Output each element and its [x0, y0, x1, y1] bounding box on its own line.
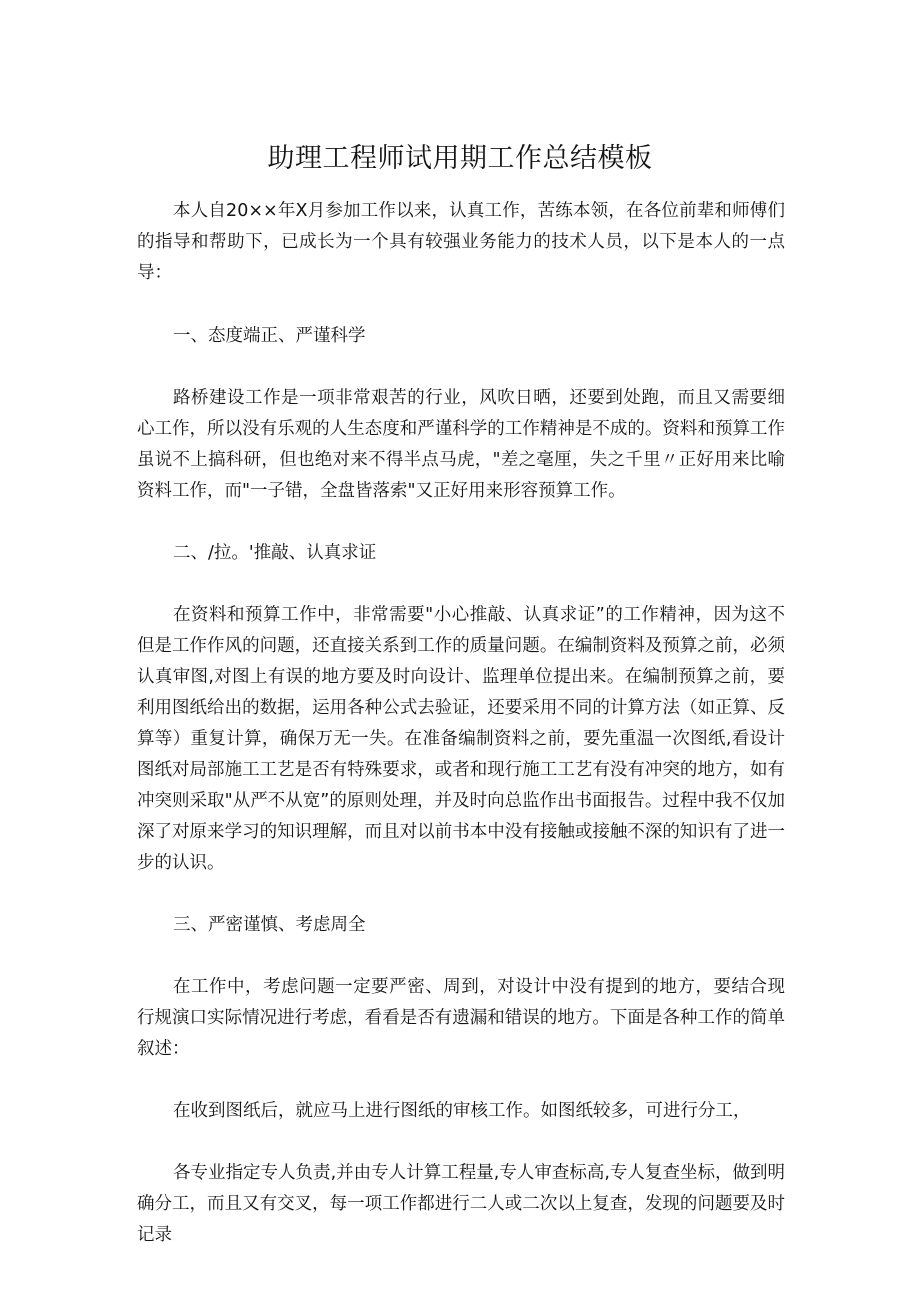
paragraph-section-2: 在资料和预算工作中，非常需要"小心推敲、认真求证”的工作精神，因为这不但是工作作风的问题，还直接关系到工作的质量问题。在编制资料及预算之前，必须认真审图,对图上有误的地方要及时向设计、监理单位提出来。在编制预算之前，要利用图纸给出的数据，运用各种公式去验证，还要采用不同的计算方法（如正算、反算等）重复计算，确保万无一失。在准备编制资料之前，要先重温一次图纸,看设计图纸对局部施工工艺是否有特殊要求，或者和现行施工工艺有没有冲突的地方，如有冲突则采取"从严不从宽”的原则处理，并及时向总监作出书面报告。过程中我不仅加深了对原来学习的知识理解，而且对以前书本中没有接触或接触不深的知识有了进一步的认识。: [137, 605, 785, 873]
paragraph-division-of-work: 各专业指定专人负责,并由专人计算工程量,专人审查标高,专人复查坐标，做到明确分工，而且又有交叉，每一项工作都进行二人或二次以上复查，发现的问题要及时记录: [137, 1163, 785, 1245]
paragraph-drawings-review: 在收到图纸后，就应马上进行图纸的审核工作。如图纸较多，可进行分工，: [173, 1101, 751, 1121]
paragraph-section-1: 路桥建设工作是一项非常艰苦的行业，风吹日晒，还要到处跑，而且又需要细心工作，所以没有乐观的人生态度和严谨科学的工作精神是不成的。资料和预算工作虽说不上搞科研，但也绝对来不得半点马虎，"差之毫厘，失之千里〃正好用来比喻资料工作，而"一子错，全盘皆落索"又正好用来形容预算工作。: [137, 388, 785, 501]
paragraph-section-3: 在工作中，考虑问题一定要严密、周到，对设计中没有提到的地方，要结合现行规演口实际情况进行考虑，看看是否有遗漏和错误的地方。下面是各种工作的简单叙述：: [137, 977, 785, 1059]
paragraph-intro: 本人自20××年X月参加工作以来，认真工作，苦练本领，在各位前辈和师傅们的指导和帮助下，已成长为一个具有较强业务能力的技术人员，以下是本人的一点导：: [137, 201, 785, 283]
section-heading-2: 二、/拉。'推敲、认真求证: [173, 543, 377, 563]
section-heading-1: 一、态度端正、严谨科学: [173, 326, 366, 346]
document-title: 助理工程师试用期工作总结模板: [267, 143, 653, 174]
document-body: [137, 196, 785, 1251]
section-heading-3: 三、严密谨慎、考虑周全: [173, 915, 366, 935]
